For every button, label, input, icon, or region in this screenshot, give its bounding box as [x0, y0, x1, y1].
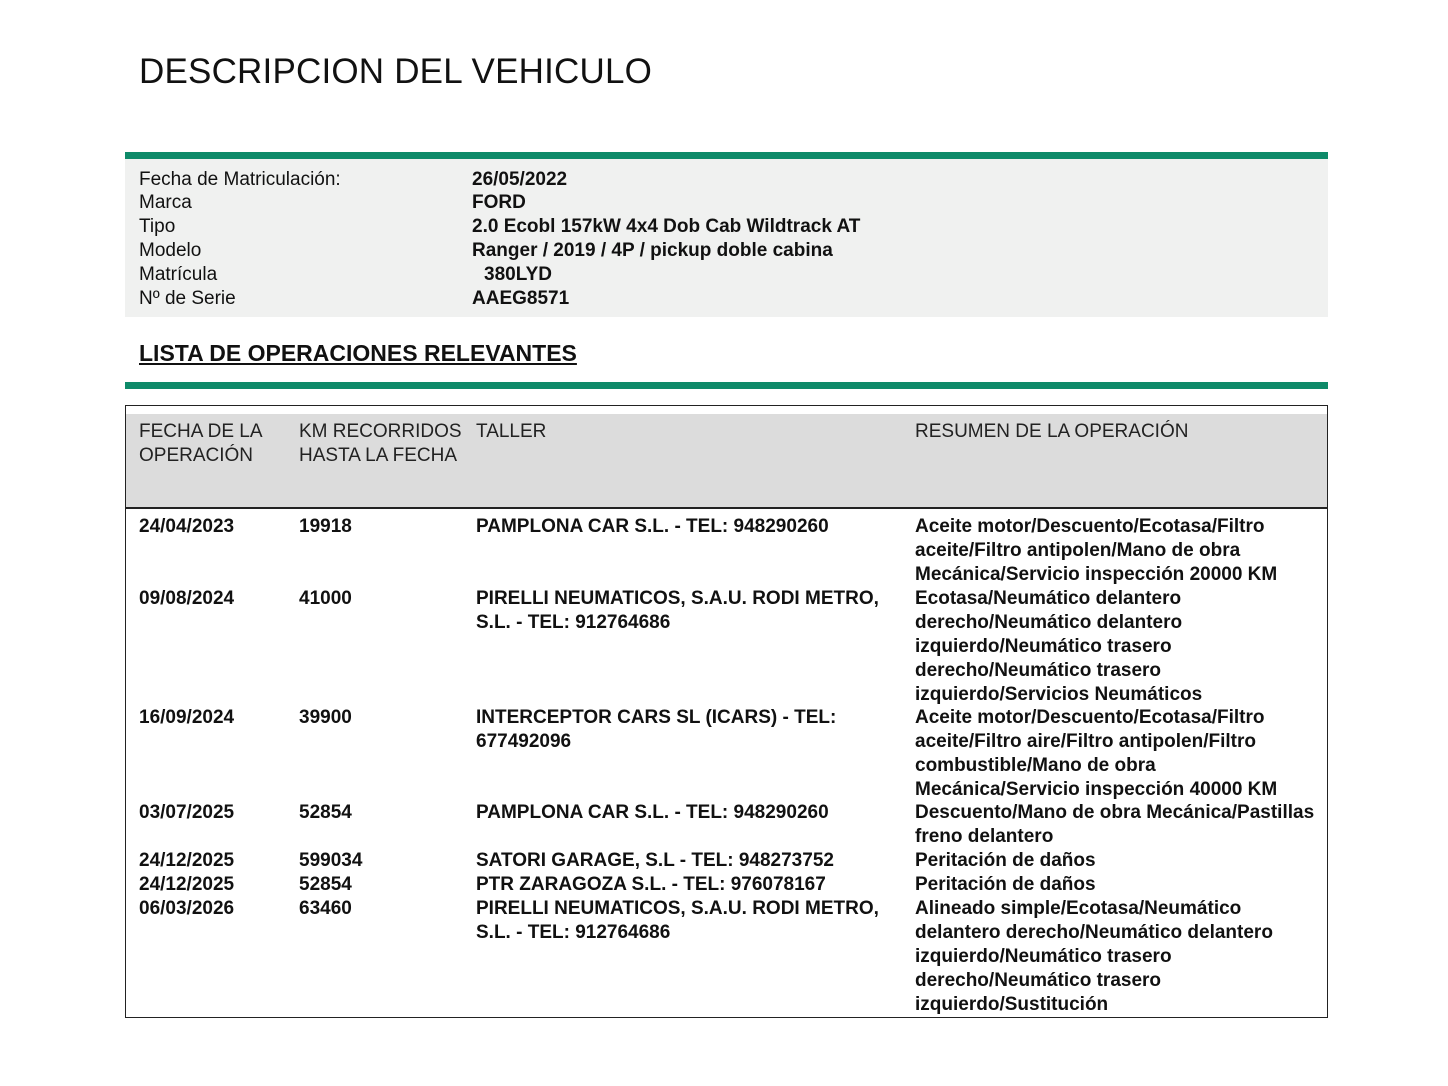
info-value: 26/05/2022 — [472, 169, 568, 190]
table-header — [126, 414, 1327, 509]
operations-table — [125, 405, 1328, 1018]
info-row-plate — [139, 263, 1319, 287]
cell-date: 16/09/2024 — [139, 707, 235, 728]
operations-title: LISTA DE OPERACIONES RELEVANTES — [139, 340, 577, 366]
info-label: Marca — [139, 192, 192, 213]
cell-resumen: Alineado simple/Ecotasa/Neumático delantero derecho/Neumático delantero izquierdo/Neumático trasero derecho/Neumático trasero izquierdo/Sustitución — [915, 898, 1273, 1015]
cell-date: 24/04/2023 — [139, 516, 235, 537]
cell-km: 63460 — [299, 898, 352, 919]
cell-resumen: Peritación de daños — [915, 874, 1096, 895]
cell-date: 24/12/2025 — [139, 874, 235, 895]
cell-resumen: Aceite motor/Descuento/Ecotasa/Filtro aceite/Filtro aire/Filtro antipolen/Filtro combustible/Mano de obra Mecánica/Servicio inspección 40000 KM — [915, 707, 1278, 800]
header-date: FECHA DE LA OPERACIÓN — [139, 421, 262, 466]
cell-date: 03/07/2025 — [139, 802, 235, 823]
cell-taller: SATORI GARAGE, S.L - TEL: 948273752 — [476, 850, 834, 871]
cell-date: 09/08/2024 — [139, 588, 235, 609]
cell-km: 39900 — [299, 707, 352, 728]
info-row-type — [139, 215, 1319, 239]
cell-date: 24/12/2025 — [139, 850, 235, 871]
info-row-serial — [139, 287, 1319, 311]
info-value: 2.0 Ecobl 157kW 4x4 Dob Cab Wildtrack AT — [472, 216, 861, 237]
info-label: Matrícula — [139, 264, 218, 285]
cell-taller: PAMPLONA CAR S.L. - TEL: 948290260 — [476, 802, 829, 823]
info-value: AAEG8571 — [472, 288, 570, 309]
cell-km: 599034 — [299, 850, 363, 871]
vehicle-info-panel — [125, 159, 1328, 317]
cell-taller: PIRELLI NEUMATICOS, S.A.U. RODI METRO, S.L. - TEL: 912764686 — [476, 898, 879, 943]
info-row-model — [139, 239, 1319, 263]
info-row-registration-date — [139, 168, 1319, 192]
info-label: Modelo — [139, 240, 202, 261]
info-row-brand — [139, 191, 1319, 215]
info-value: FORD — [472, 192, 526, 213]
cell-km: 52854 — [299, 802, 352, 823]
section-divider-top — [125, 152, 1328, 159]
section-divider-operations — [125, 382, 1328, 389]
info-label: Nº de Serie — [139, 288, 236, 309]
cell-resumen: Aceite motor/Descuento/Ecotasa/Filtro aceite/Filtro antipolen/Mano de obra Mecánica/Servicio inspección 20000 KM — [915, 516, 1278, 585]
header-taller: TALLER — [476, 421, 547, 442]
info-label: Fecha de Matriculación: — [139, 169, 341, 190]
info-value: 380LYD — [484, 264, 552, 285]
cell-taller: PAMPLONA CAR S.L. - TEL: 948290260 — [476, 516, 829, 537]
cell-taller: INTERCEPTOR CARS SL (ICARS) - TEL: 677492096 — [476, 707, 837, 752]
cell-km: 41000 — [299, 588, 352, 609]
cell-km: 52854 — [299, 874, 352, 895]
cell-resumen: Peritación de daños — [915, 850, 1096, 871]
cell-resumen: Descuento/Mano de obra Mecánica/Pastillas freno delantero — [915, 802, 1315, 847]
cell-taller: PIRELLI NEUMATICOS, S.A.U. RODI METRO, S.L. - TEL: 912764686 — [476, 588, 879, 633]
info-value: Ranger / 2019 / 4P / pickup doble cabina — [472, 240, 833, 261]
cell-date: 06/03/2026 — [139, 898, 235, 919]
cell-km: 19918 — [299, 516, 352, 537]
header-km: KM RECORRIDOS HASTA LA FECHA — [299, 421, 462, 466]
cell-taller: PTR ZARAGOZA S.L. - TEL: 976078167 — [476, 874, 826, 895]
info-label: Tipo — [139, 216, 176, 237]
cell-resumen: Ecotasa/Neumático delantero derecho/Neumático delantero izquierdo/Neumático trasero derecho/Neumático trasero izquierdo/Servicios Neumáticos — [915, 588, 1203, 705]
header-resumen: RESUMEN DE LA OPERACIÓN — [915, 421, 1189, 442]
page-title: DESCRIPCION DEL VEHICULO — [139, 52, 653, 91]
